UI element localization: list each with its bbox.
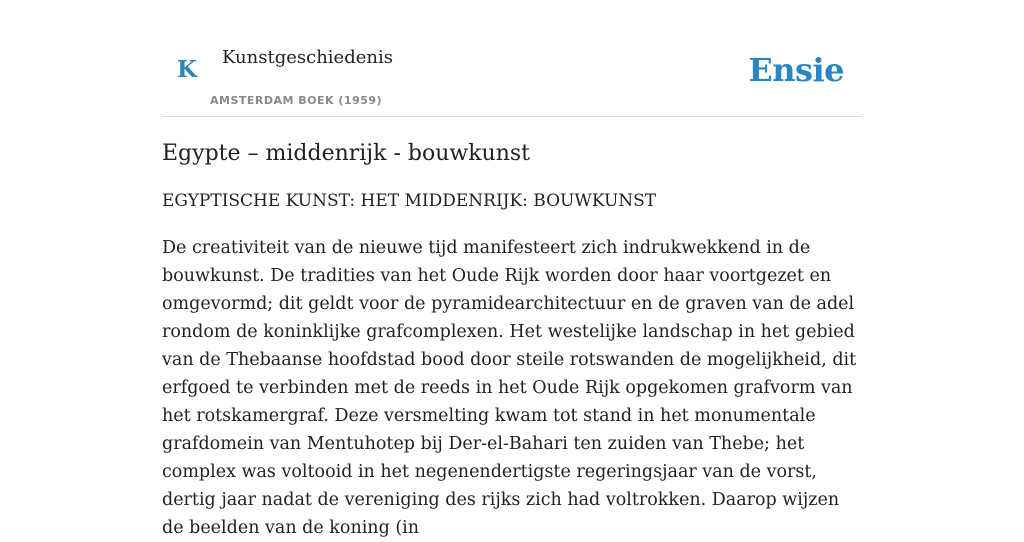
collection-link[interactable]: Kunstgeschiedenis	[222, 47, 393, 68]
site-header	[162, 0, 862, 117]
article-subtitle: EGYPTISCHE KUNST: HET MIDDENRIJK: BOUWKUNST	[162, 191, 657, 211]
collection-logo[interactable]: K	[177, 56, 197, 83]
article-body: De creativiteit van de nieuwe tijd manifesteert zich indrukwekkend in de bouwkunst. De tradities van het Oude Rijk worden door haar voortgezet en omgevormd; dit geldt voor de pyramidearchitectuur en de graven van de adel rondom de koninklijke grafcomplexen. Het westelijke landschap in het gebied van de Thebaanse hoofdstad bood door steile rotswanden de mogelijkheid, dit erfgoed te verbinden met de reeds in het Oude Rijk opgekomen grafvorm van het rotskamergraf. Deze versmelting kwam tot stand in het monumentale grafdomein van Mentuhotep bij Der-el-Bahari ten zuiden van Thebe; het complex was voltooid in het negenendertigste regeringsjaar van de vorst, dertig jaar nadat de vereniging des rijks zich had voltrokken. Daarop wijzen de beelden van de koning (in	[162, 238, 857, 538]
article	[162, 138, 866, 542]
source-label: AMSTERDAM BOEK (1959)	[210, 94, 383, 107]
brand-logo[interactable]: Ensie	[748, 51, 844, 89]
article-title: Egypte – middenrijk - bouwkunst	[162, 141, 531, 166]
